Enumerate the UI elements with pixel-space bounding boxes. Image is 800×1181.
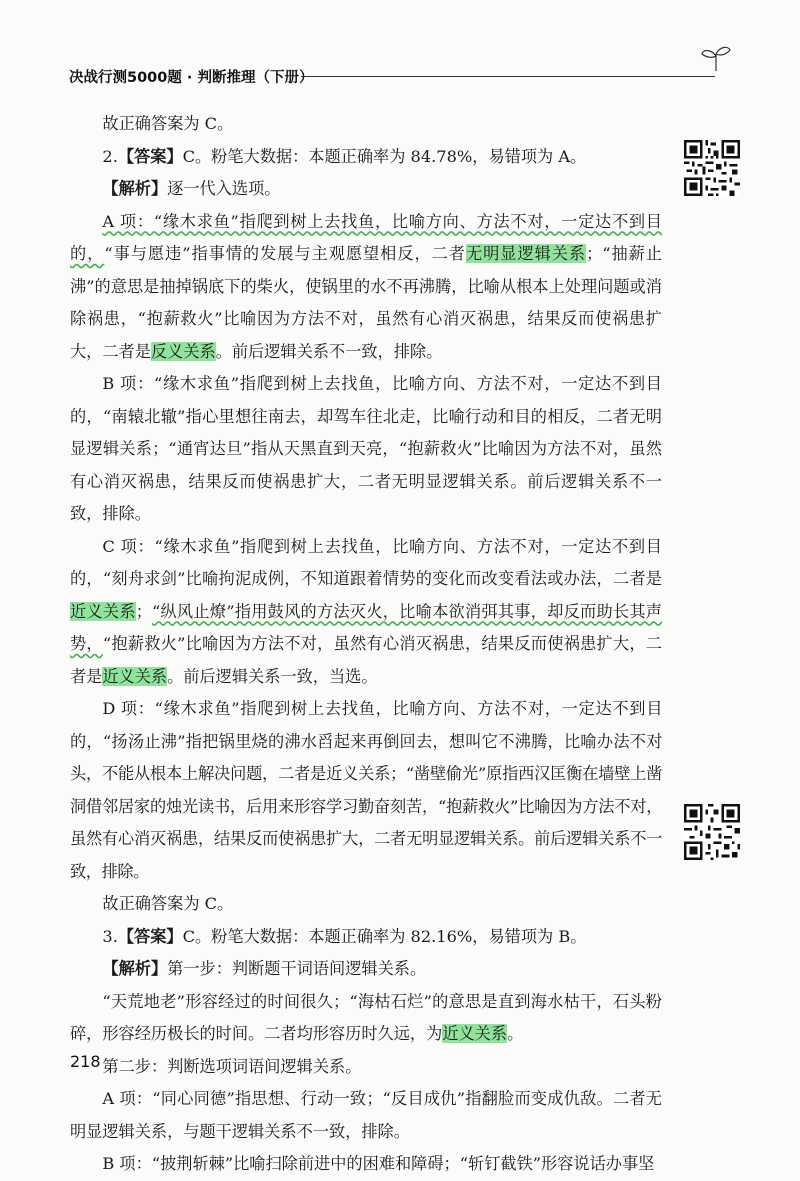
answer-line: 2.【答案】C。粉笔大数据：本题正确率为 84.78%，易错项为 A。 bbox=[102, 146, 587, 166]
paragraph: 故正确答案为 C。 bbox=[102, 894, 234, 913]
qr-code-icon[interactable] bbox=[684, 140, 740, 196]
header-rule bbox=[301, 76, 715, 77]
option-b-paragraph: B 项：“披荆斩棘”比喻扫除前进中的困难和障碍；“斩钉截铁”形容说话办事坚 bbox=[102, 1154, 655, 1173]
option-d-paragraph: D 项：“缘木求鱼”指爬到树上去找鱼，比喻方向、方法不对，一定达不到目的，“扬汤止沸”指把锅里烧的沸水舀起来再倒回去，想叫它不沸腾，比喻办法不对头，不能从根本上解决问题，二者是近义关系；“凿壁偷光”原指西汉匡衡在墙壁上凿洞借邻居家的烛光读书，后用来形容学习勤奋刻苦，“抱薪救火”比喻因为方法不对，虽然有心消灭祸患，结果反而使祸患扩大，二者无明显逻辑关系。前后逻辑关系不一致，排除。 bbox=[70, 699, 662, 881]
option-c-paragraph: C 项：“缘木求鱼”指爬到树上去找鱼，比喻方向、方法不对，一定达不到目的，“刻舟求剑”比喻拘泥成例，不知道跟着情势的变化而改变看法或办法，二者是近义关系；“纵风止燎”指用鼓风的方法灭火，比喻本欲消弭其事，却反而助长其声势，“抱薪救火”比喻因为方法不对，虽然有心消灭祸患，结果反而使祸患扩大，二者是近义关系。前后逻辑关系一致，当选。 bbox=[70, 536, 662, 686]
sprout-icon bbox=[701, 44, 731, 72]
analysis-line: 【解析】第一步：判断题干词语间逻辑关系。 bbox=[102, 959, 427, 978]
answer-line: 3.【答案】C。粉笔大数据：本题正确率为 82.16%，易错项为 B。 bbox=[102, 926, 587, 946]
paragraph: 故正确答案为 C。 bbox=[102, 114, 234, 133]
option-b-paragraph: B 项：“缘木求鱼”指爬到树上去找鱼，比喻方向、方法不对，一定达不到目的，“南辕北辙”指心里想往南去，却驾车往北走，比喻行动和目的相反，二者无明显逻辑关系；“通宵达旦”指从天黑直到天亮，“抱薪救火”比喻因为方法不对，虽然有心消灭祸患，结果反而使祸患扩大，二者无明显逻辑关系。前后逻辑关系不一致，排除。 bbox=[70, 374, 662, 523]
book-title: 决战行测5000题 · 判断推理（下册） bbox=[69, 70, 314, 86]
qr-code-icon[interactable] bbox=[684, 804, 740, 860]
option-a-paragraph: A 项：“同心同德”指思想、行动一致；“反目成仇”指翻脸而变成仇敌。二者无明显逻辑关系，与题干逻辑关系不一致，排除。 bbox=[70, 1089, 662, 1141]
page-content bbox=[70, 108, 662, 1181]
step-two-line: 第二步：判断选项词语间逻辑关系。 bbox=[102, 1056, 362, 1076]
page-number: 218 bbox=[70, 1052, 101, 1071]
option-a-paragraph: A 项：“缘木求鱼”指爬到树上去找鱼，比喻方向、方法不对，一定达不到目的，“事与愿违”指事情的发展与主观愿望相反，二者无明显逻辑关系；“抽薪止沸”的意思是抽掉锅底下的柴火，使锅里的水不再沸腾，比喻从根本上处理问题或消除祸患，“抱薪救火”比喻因为方法不对，虽然有心消灭祸患，结果反而使祸患扩大，二者是反义关系。前后逻辑关系不一致，排除。 bbox=[70, 211, 663, 361]
analysis-line: 【解析】逐一代入选项。 bbox=[102, 179, 281, 198]
page-header bbox=[69, 60, 729, 90]
stem-analysis-paragraph: “天荒地老”形容经过的时间很久；“海枯石烂”的意思是直到海水枯干，石头粉碎，形容经历极长的时间。二者均形容历时久远，为近义关系。 bbox=[70, 991, 662, 1043]
